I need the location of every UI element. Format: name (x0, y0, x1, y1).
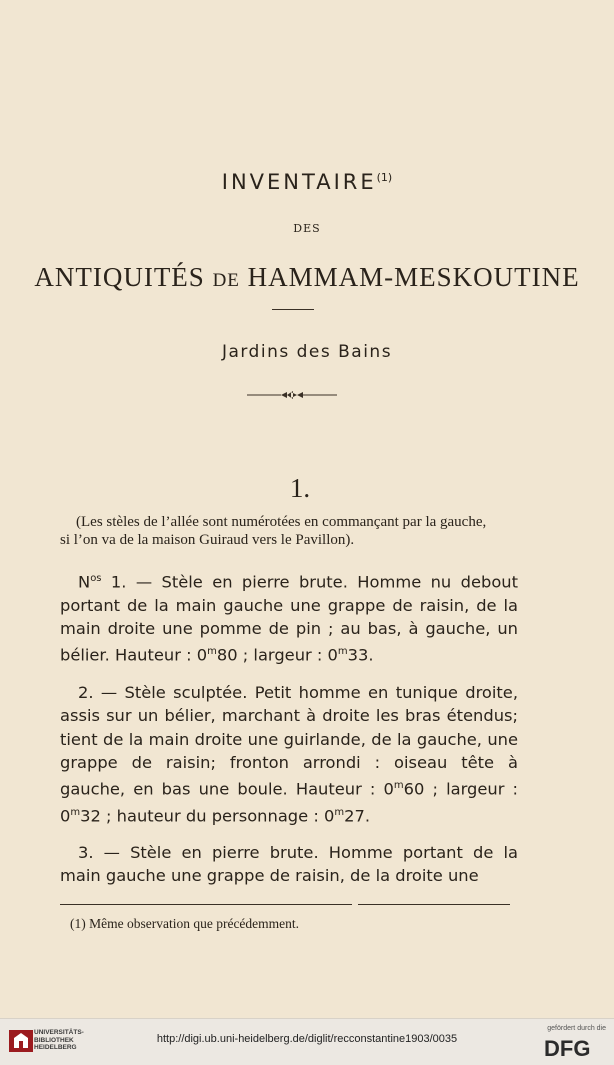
dfg-logo (544, 1035, 606, 1059)
svg-text:DFG: DFG (544, 1036, 591, 1059)
entry-3: 3. — Stèle en pierre brute. Homme portant de la main gauche une grappe de raisin, de la droite une (60, 843, 518, 886)
footnote-marker: (1) (376, 171, 393, 184)
title-divider (272, 309, 314, 310)
viewer-footer-bar (0, 1018, 614, 1065)
intro-note (60, 513, 530, 549)
page-title: INVENTAIRE$^{(1)}$ (221, 170, 393, 194)
intro-line: si l’on va de la maison Guiraud vers le Pavillon). (60, 532, 355, 548)
main-title: ANTIQUITÉS DE HAMMAM-MESKOUTINE (34, 262, 580, 292)
entry-2: 2. — Stèle sculptée. Petit homme en tunique droite, assis sur un bélier, marchant à droite les bras étendus; tient de la main droite une guirlande, de la gauche, une grappe de raisin; fronton arrondi : oiseau tête à gauche, en bas une boule. Hauteur : 0$^m$60 ; largeur : 0$^m$32 ; hauteur du personnage : 0$^m$27. (60, 683, 518, 826)
section-number: 1. (289, 473, 311, 503)
footnote: (1) Même observation que précédemment. (70, 916, 300, 931)
intro-line: (Les stèles de l’allée sont numérotées en commançant par la gauche, (76, 514, 487, 530)
entry-1: $N^{os}$ 1. — Stèle en pierre brute. Homme nu debout portant de la main gauche une grappe de raisin, de la main droite une pomme de pin ; au bas, à gauche, un bélier. Hauteur : 0$^m$80 ; largeur : 0$^m$33. (60, 572, 518, 665)
ornament-divider-icon (247, 389, 337, 401)
library-name: UNIVERSITÄTS- BIBLIOTHEK HEIDELBERG (34, 1029, 84, 1051)
permalink-url[interactable]: http://digi.ub.uni-heidelberg.de/diglit/recconstantine1903/0035 (156, 1033, 458, 1045)
footnote-rule (60, 904, 352, 905)
funded-by-label: gefördert durch die (547, 1025, 606, 1032)
subtitle: Jardins des Bains (221, 342, 393, 362)
footnote-rule (358, 904, 510, 905)
title-des: DES (293, 222, 321, 235)
